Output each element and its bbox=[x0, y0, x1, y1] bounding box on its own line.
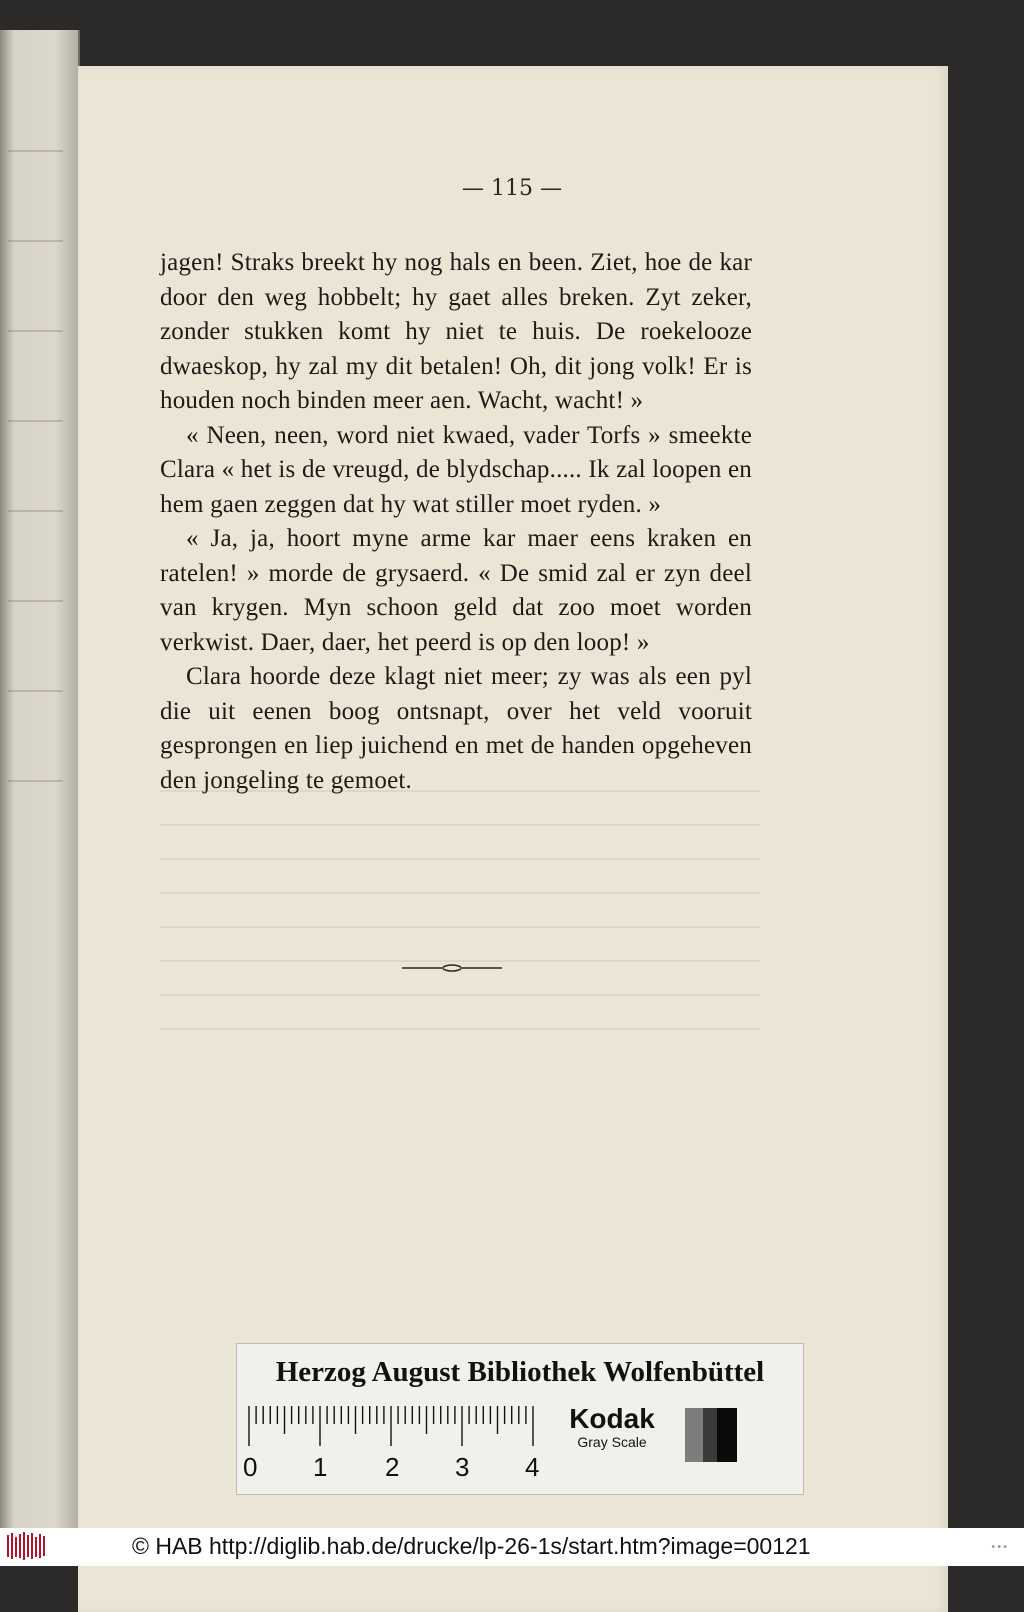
end-ornament-icon bbox=[402, 963, 502, 973]
paragraph: « Ja, ja, hoort myne arme kar maer eens kraken en ratelen! » morde de grysaerd. « De smid zal er zyn deel van krygen. Myn schoon geld dat zoo moet worden verkwist. Daer, daer, het peerd is op den loop! » bbox=[160, 525, 752, 656]
kodak-logo bbox=[557, 1404, 667, 1450]
body-text bbox=[160, 246, 752, 798]
greyscale-patches bbox=[685, 1408, 749, 1462]
ruler-label: 3 bbox=[455, 1452, 470, 1482]
more-icon: ••• bbox=[990, 1542, 1008, 1553]
kodak-brand: Kodak bbox=[569, 1403, 655, 1434]
black-patch bbox=[717, 1408, 737, 1462]
ruler-label: 4 bbox=[525, 1452, 540, 1482]
ruler-labels bbox=[243, 1452, 553, 1482]
page-number: — 115 — bbox=[462, 176, 562, 201]
show-through-text bbox=[160, 790, 760, 1090]
hab-logo-icon bbox=[6, 1531, 46, 1561]
copyright-link[interactable]: © HAB http://diglib.hab.de/drucke/lp-26-1s/start.htm?image=00121 bbox=[132, 1533, 811, 1559]
paragraph: jagen! Straks breekt hy nog hals en been. Ziet, hoe de kar door den weg hobbelt; hy gaet alles breken. Zyt zeker, zonder stukken komt hy niet te huis. De roekelooze dwaeskop, hy zal my dit betalen! Oh, dit jong volk! Er is houden noch binden meer aen. Wacht, wacht! » bbox=[160, 249, 752, 414]
paragraph: « Neen, neen, word niet kwaed, vader Torfs » smeekte Clara « het is de vreugd, de blydschap..... Ik zal loopen en hem gaen zeggen dat hy wat stiller moet ryden. » bbox=[160, 421, 752, 518]
footer-bar bbox=[0, 1528, 1024, 1566]
ruler-label: 1 bbox=[313, 1452, 328, 1482]
color-target-card bbox=[236, 1343, 804, 1495]
paragraph: Clara hoorde deze klagt niet meer; zy was als een pyl die uit eenen boog ontsnapt, over het veld vooruit gesprongen en liep juichend en met de handen opgeheven den jongeling te gemoet. bbox=[160, 663, 752, 794]
ruler-label: 0 bbox=[243, 1452, 258, 1482]
kodak-subtitle: Gray Scale bbox=[577, 1434, 647, 1450]
ruler-label: 2 bbox=[385, 1452, 400, 1482]
library-title: Herzog August Bibliothek Wolfenbüttel bbox=[275, 1356, 765, 1388]
ruler-scale bbox=[245, 1406, 545, 1446]
grey-patch bbox=[703, 1408, 717, 1462]
grey-patch bbox=[685, 1408, 703, 1462]
